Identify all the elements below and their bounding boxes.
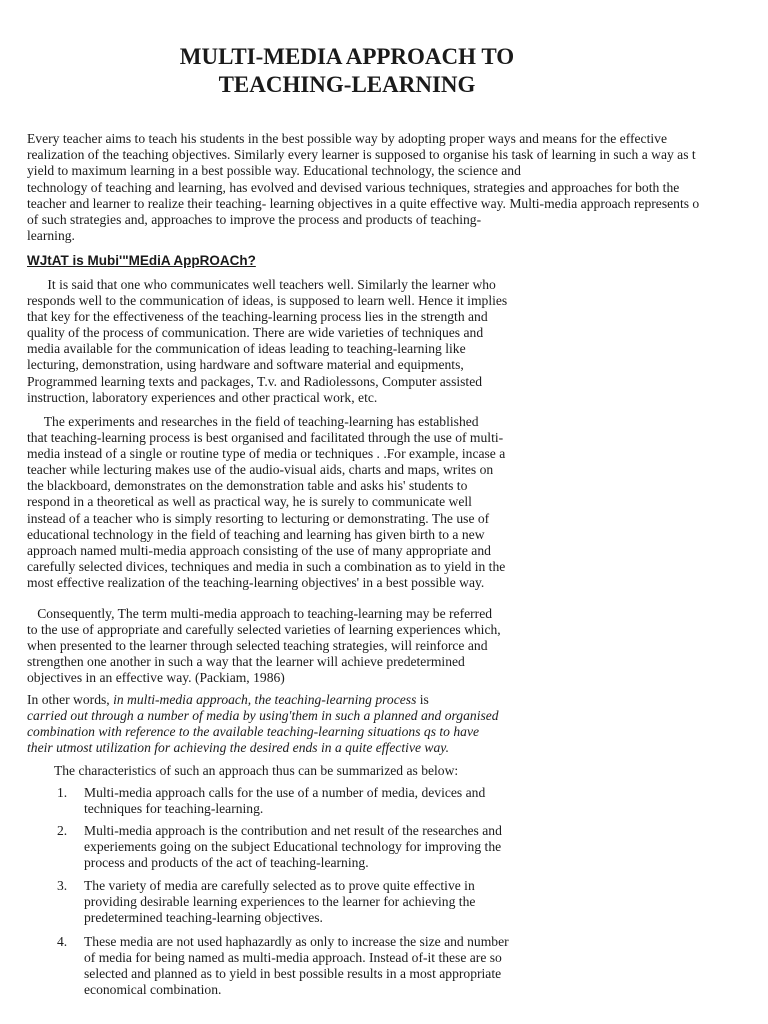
paragraph-line: objectives in an effective way. (Packiam, 1986) xyxy=(27,670,285,686)
list-item-line: Multi-media approach is the contribution and net result of the researches and xyxy=(84,823,502,838)
list-item-text xyxy=(84,934,544,998)
list-item-line: of media for being named as multi-media approach. Instead of-it these are so xyxy=(84,950,502,966)
list-item-line: These media are not used haphazardly as only to increase the size and number xyxy=(84,934,509,949)
paragraph-line: that teaching-learning process is best organised and facilitated through the use of multi- xyxy=(27,430,504,446)
paragraph-line: media instead of a single or routine type of media or techniques . .For example, incase a xyxy=(27,446,506,462)
paragraph-line: The experiments and researches in the field of teaching-learning has established xyxy=(27,414,479,429)
list-item-text xyxy=(84,785,544,817)
paragraph-line: media available for the communication of ideas leading to teaching-learning like xyxy=(27,341,466,357)
list-item-number: 4. xyxy=(57,934,68,949)
list-item-line: selected and planned as to yield in best possible results in a most appropriate xyxy=(84,966,502,982)
page-title-line-1: MULTI-MEDIA APPROACH TO xyxy=(179,44,515,69)
paragraph-line: approach named multi-media approach consisting of the use of many appropriate and xyxy=(27,542,491,558)
paragraph-5 xyxy=(27,763,567,779)
paragraph-line: It is said that one who communicates well teachers well. Similarly the learner who xyxy=(27,277,496,292)
list-item-line: providing desirable learning experiences to the learner for achieving the xyxy=(84,894,476,910)
paragraph-3 xyxy=(27,606,567,686)
paragraph-line: The characteristics of such an approach thus can be summarized as below: xyxy=(27,763,459,778)
paragraph-line: respond in a theoretical as well as practical way, he is surely to communicate well xyxy=(27,494,472,510)
intro-line: Every teacher aims to teach his students in the best possible way by adopting proper ways and means for the effective xyxy=(27,131,667,146)
section-heading: WJtAT is Mubi'"MEdiA AppROACh? xyxy=(27,253,256,268)
list-item-number: 3. xyxy=(57,878,68,893)
paragraph-emphasis-line: their utmost utilization for achieving the desired ends in a quite effective way. xyxy=(27,740,449,756)
paragraph-line: to the use of appropriate and carefully selected varieties of learning experiences which, xyxy=(27,622,501,638)
paragraph-4 xyxy=(27,692,567,756)
paragraph-line: educational technology in the field of teaching and learning has given birth to a new xyxy=(27,526,485,542)
paragraph-emphasis-line: carried out through a number of media by using'them in such a planned and organised xyxy=(27,708,499,724)
paragraph-line: responds well to the communication of ideas, is supposed to learn well. Hence it implies xyxy=(27,293,508,309)
paragraph-2 xyxy=(27,414,567,591)
paragraph-line: lecturing, demonstration, using hardware and software material and equipments, xyxy=(27,357,464,373)
list-item-line: Multi-media approach calls for the use of a number of media, devices and xyxy=(84,785,486,800)
list-item-text xyxy=(84,823,544,871)
paragraph-lead-text: In other words, xyxy=(27,692,114,707)
paragraph-line: carefully selected divices, techniques and media in such a combination as to yield in the xyxy=(27,558,506,574)
list-item-line: predetermined teaching-learning objectives. xyxy=(84,910,323,926)
paragraph-1 xyxy=(27,277,567,406)
paragraph-line: instruction, laboratory experiences and other practical work, etc. xyxy=(27,389,378,405)
list-item-line: economical combination. xyxy=(84,982,222,998)
paragraph-emphasis-line: combination with reference to the available teaching-learning situations qs to have xyxy=(27,724,480,740)
intro-paragraph xyxy=(27,131,768,244)
paragraph-line: strengthen one another in such a way that the learner will achieve predetermined xyxy=(27,654,465,670)
list-item-number: 1. xyxy=(57,785,68,800)
paragraph-line xyxy=(27,692,567,708)
paragraph-line: Consequently, The term multi-media approach to teaching-learning may be referred xyxy=(27,606,493,621)
paragraph-line: the blackboard, demonstrates on the demonstration table and asks his' students to xyxy=(27,478,468,494)
paragraph-line: Programmed learning texts and packages, T.v. and Radiolessons, Computer assisted xyxy=(27,373,483,389)
paragraph-line: quality of the process of communication. There are wide varieties of techniques and xyxy=(27,325,484,341)
list-item-line: process and products of the act of teaching-learning. xyxy=(84,855,369,871)
intro-line: yield to maximum learning in a best possible way. Educational technology, the science and xyxy=(27,163,521,179)
paragraph-trailing-text: is xyxy=(416,692,429,707)
paragraph-line: most effective realization of the teaching-learning objectives' in a best possible way. xyxy=(27,574,485,590)
paragraph-line: when presented to the learner through selected teaching strategies, will reinforce and xyxy=(27,638,488,654)
list-item-text xyxy=(84,878,544,926)
paragraph-line: instead of a teacher who is simply resorting to lecturing or demonstrating. The use of xyxy=(27,510,490,526)
intro-line: technology of teaching and learning, has evolved and devised various techniques, strategies and approaches for both the xyxy=(27,179,680,195)
paragraph-line: teacher while lecturing makes use of the audio-visual aids, charts and maps, writes on xyxy=(27,462,494,478)
intro-line: realization of the teaching objectives. Similarly every learner is supposed to organise his task of learning in such a way as t xyxy=(27,147,696,163)
intro-line: teacher and learner to realize their teaching- learning objectives in a quite effective way. Multi-media approach represents o xyxy=(27,195,700,211)
list-item-line: experiements going on the subject Educational technology for improving the xyxy=(84,839,502,855)
paragraph-line: that key for the effectiveness of the teaching-learning process lies in the strength and xyxy=(27,309,488,325)
page-title-line-2: TEACHING-LEARNING xyxy=(218,72,476,97)
list-item-number: 2. xyxy=(57,823,68,838)
paragraph-emphasis: in multi-media approach, the teaching-learning process xyxy=(113,692,417,707)
list-item-line: techniques for teaching-learning. xyxy=(84,801,264,817)
list-item-line: The variety of media are carefully selected as to prove quite effective in xyxy=(84,878,475,893)
intro-line: of such strategies and, approaches to improve the process and products of teaching- xyxy=(27,212,482,228)
intro-line: learning. xyxy=(27,228,75,244)
